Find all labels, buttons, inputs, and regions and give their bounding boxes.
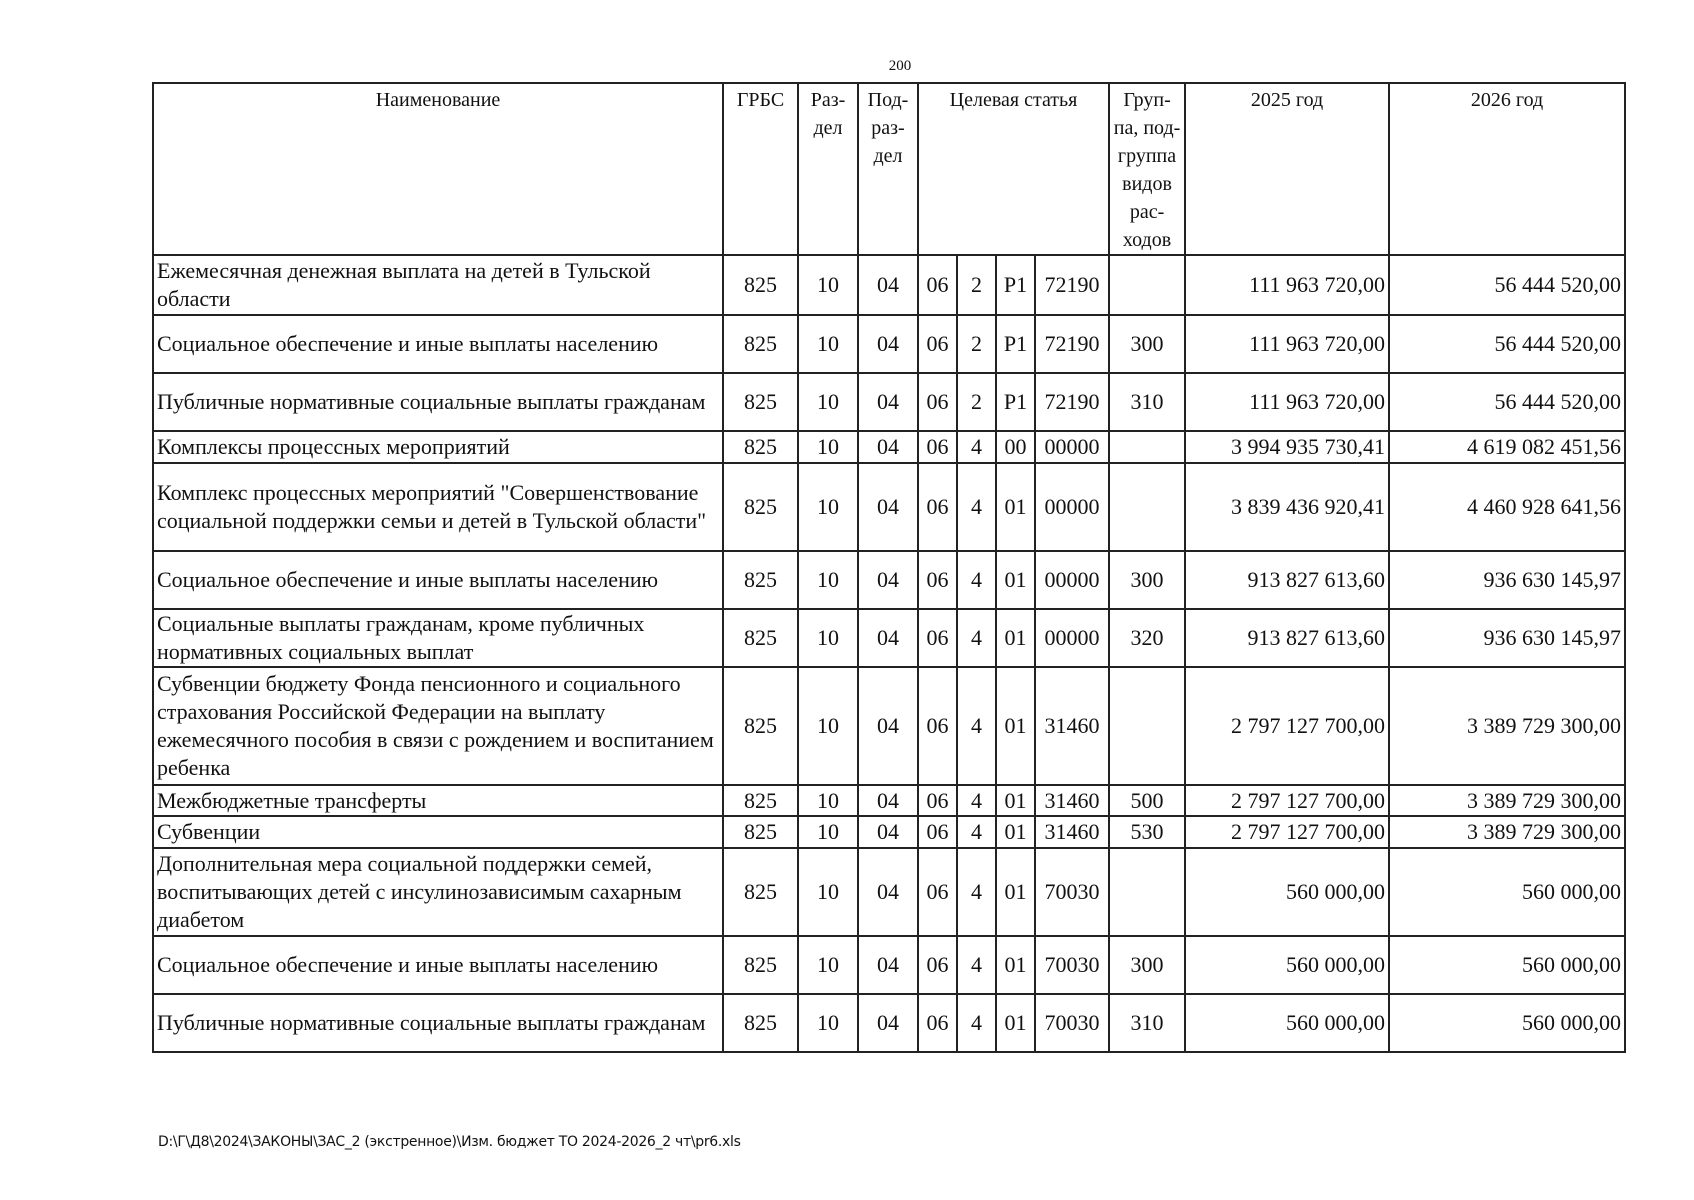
row-v2026: 56 444 520,00 [1389, 373, 1625, 431]
header-razdel: Раз- дел [798, 83, 858, 255]
row-razdel: 10 [798, 463, 858, 551]
row-razdel: 10 [798, 255, 858, 315]
row-t2: 4 [957, 667, 996, 785]
row-t3: 01 [996, 936, 1035, 994]
row-t3: 01 [996, 994, 1035, 1052]
row-name: Публичные нормативные социальные выплаты гражданам [153, 994, 723, 1052]
row-podrazdel: 04 [858, 315, 918, 373]
row-t3: 00 [996, 431, 1035, 463]
row-razdel: 10 [798, 609, 858, 667]
row-group [1109, 431, 1185, 463]
row-name: Ежемесячная денежная выплата на детей в Тульской области [153, 255, 723, 315]
row-t4: 00000 [1035, 551, 1109, 609]
row-t3: 01 [996, 816, 1035, 848]
row-group: 530 [1109, 816, 1185, 848]
row-razdel: 10 [798, 667, 858, 785]
row-t1: 06 [918, 609, 957, 667]
row-podrazdel: 04 [858, 785, 918, 817]
row-name: Комплексы процессных мероприятий [153, 431, 723, 463]
row-t3: P1 [996, 255, 1035, 315]
row-t4: 00000 [1035, 431, 1109, 463]
row-t4: 31460 [1035, 785, 1109, 817]
row-podrazdel: 04 [858, 551, 918, 609]
row-razdel: 10 [798, 431, 858, 463]
row-t4: 31460 [1035, 816, 1109, 848]
row-v2025: 560 000,00 [1185, 936, 1389, 994]
row-t4: 72190 [1035, 315, 1109, 373]
row-v2026: 4 619 082 451,56 [1389, 431, 1625, 463]
row-grbs: 825 [723, 816, 798, 848]
row-razdel: 10 [798, 936, 858, 994]
row-t2: 4 [957, 609, 996, 667]
row-t2: 4 [957, 848, 996, 936]
row-v2026: 936 630 145,97 [1389, 551, 1625, 609]
row-group: 500 [1109, 785, 1185, 817]
row-name: Социальное обеспечение и иные выплаты населению [153, 551, 723, 609]
table-row [153, 463, 1625, 551]
row-t4: 70030 [1035, 936, 1109, 994]
row-t1: 06 [918, 936, 957, 994]
row-name: Дополнительная мера социальной поддержки семей, воспитывающих детей с инсулинозависимым сахарным диабетом [153, 848, 723, 936]
row-grbs: 825 [723, 373, 798, 431]
row-grbs: 825 [723, 994, 798, 1052]
table-row [153, 816, 1625, 848]
row-t1: 06 [918, 463, 957, 551]
header-name: Наименование [153, 83, 723, 255]
table-row [153, 551, 1625, 609]
row-grbs: 825 [723, 551, 798, 609]
row-t3: 01 [996, 848, 1035, 936]
header-2025: 2025 год [1185, 83, 1389, 255]
row-group: 300 [1109, 315, 1185, 373]
table-row [153, 609, 1625, 667]
row-group [1109, 255, 1185, 315]
row-podrazdel: 04 [858, 373, 918, 431]
row-name: Комплекс процессных мероприятий "Совершенствование социальной поддержки семьи и детей в Тульской области" [153, 463, 723, 551]
row-t3: 01 [996, 667, 1035, 785]
table-row [153, 315, 1625, 373]
row-t1: 06 [918, 431, 957, 463]
table-row [153, 848, 1625, 936]
row-razdel: 10 [798, 816, 858, 848]
file-path-footer: D:\Г\Д8\2024\ЗАКОНЫ\ЗАС_2 (экстренное)\Изм. бюджет ТО 2024-2026_2 чт\pr6.xls [158, 1134, 741, 1150]
header-podrazdel: Под- раз- дел [858, 83, 918, 255]
row-v2025: 3 994 935 730,41 [1185, 431, 1389, 463]
row-t4: 72190 [1035, 373, 1109, 431]
page-number: 200 [888, 58, 912, 74]
row-podrazdel: 04 [858, 463, 918, 551]
row-name: Социальное обеспечение и иные выплаты населению [153, 315, 723, 373]
header-grbs: ГРБС [723, 83, 798, 255]
row-t2: 4 [957, 994, 996, 1052]
row-grbs: 825 [723, 463, 798, 551]
row-name: Субвенции бюджету Фонда пенсионного и социального страхования Российской Федерации на выплату ежемесячного пособия в связи с рождением и воспитанием ребенка [153, 667, 723, 785]
row-t2: 4 [957, 431, 996, 463]
row-group [1109, 667, 1185, 785]
row-name: Социальное обеспечение и иные выплаты населению [153, 936, 723, 994]
row-t1: 06 [918, 816, 957, 848]
row-t3: 01 [996, 609, 1035, 667]
table-row [153, 994, 1625, 1052]
row-v2025: 913 827 613,60 [1185, 609, 1389, 667]
row-t2: 4 [957, 816, 996, 848]
row-grbs: 825 [723, 255, 798, 315]
row-t4: 70030 [1035, 994, 1109, 1052]
row-v2026: 4 460 928 641,56 [1389, 463, 1625, 551]
table-body [153, 255, 1625, 1052]
row-t2: 4 [957, 936, 996, 994]
row-grbs: 825 [723, 609, 798, 667]
row-grbs: 825 [723, 667, 798, 785]
row-podrazdel: 04 [858, 936, 918, 994]
row-podrazdel: 04 [858, 609, 918, 667]
row-t4: 72190 [1035, 255, 1109, 315]
row-v2025: 2 797 127 700,00 [1185, 785, 1389, 817]
row-v2026: 3 389 729 300,00 [1389, 816, 1625, 848]
row-v2026: 936 630 145,97 [1389, 609, 1625, 667]
row-t1: 06 [918, 315, 957, 373]
row-t1: 06 [918, 994, 957, 1052]
row-v2026: 56 444 520,00 [1389, 255, 1625, 315]
row-v2025: 560 000,00 [1185, 848, 1389, 936]
row-t2: 4 [957, 785, 996, 817]
row-grbs: 825 [723, 315, 798, 373]
row-group: 320 [1109, 609, 1185, 667]
row-t4: 70030 [1035, 848, 1109, 936]
row-t2: 2 [957, 373, 996, 431]
row-t1: 06 [918, 255, 957, 315]
row-group [1109, 848, 1185, 936]
row-name: Публичные нормативные социальные выплаты гражданам [153, 373, 723, 431]
row-name: Межбюджетные трансферты [153, 785, 723, 817]
row-t2: 4 [957, 463, 996, 551]
row-podrazdel: 04 [858, 816, 918, 848]
row-v2026: 560 000,00 [1389, 936, 1625, 994]
row-razdel: 10 [798, 373, 858, 431]
row-t3: 01 [996, 551, 1035, 609]
row-razdel: 10 [798, 994, 858, 1052]
header-group: Груп- па, под- группа видов рас- ходов [1109, 83, 1185, 255]
row-t4: 00000 [1035, 463, 1109, 551]
row-t3: 01 [996, 463, 1035, 551]
row-podrazdel: 04 [858, 994, 918, 1052]
row-group: 310 [1109, 994, 1185, 1052]
row-v2025: 560 000,00 [1185, 994, 1389, 1052]
row-podrazdel: 04 [858, 848, 918, 936]
row-group [1109, 463, 1185, 551]
row-razdel: 10 [798, 785, 858, 817]
table-row [153, 255, 1625, 315]
row-v2025: 913 827 613,60 [1185, 551, 1389, 609]
row-v2025: 111 963 720,00 [1185, 373, 1389, 431]
row-name: Субвенции [153, 816, 723, 848]
row-v2025: 3 839 436 920,41 [1185, 463, 1389, 551]
row-v2026: 3 389 729 300,00 [1389, 785, 1625, 817]
row-v2026: 560 000,00 [1389, 848, 1625, 936]
row-t1: 06 [918, 667, 957, 785]
row-t4: 00000 [1035, 609, 1109, 667]
table-row [153, 785, 1625, 817]
row-t2: 4 [957, 551, 996, 609]
row-t3: P1 [996, 373, 1035, 431]
row-t2: 2 [957, 315, 996, 373]
row-group: 300 [1109, 551, 1185, 609]
row-grbs: 825 [723, 431, 798, 463]
budget-table [152, 82, 1626, 1053]
row-podrazdel: 04 [858, 667, 918, 785]
row-t1: 06 [918, 785, 957, 817]
row-group: 300 [1109, 936, 1185, 994]
row-group: 310 [1109, 373, 1185, 431]
header-2026: 2026 год [1389, 83, 1625, 255]
row-v2026: 3 389 729 300,00 [1389, 667, 1625, 785]
row-razdel: 10 [798, 551, 858, 609]
row-podrazdel: 04 [858, 255, 918, 315]
row-t1: 06 [918, 373, 957, 431]
row-t4: 31460 [1035, 667, 1109, 785]
row-t2: 2 [957, 255, 996, 315]
row-t1: 06 [918, 848, 957, 936]
row-v2025: 111 963 720,00 [1185, 255, 1389, 315]
row-v2026: 560 000,00 [1389, 994, 1625, 1052]
row-v2025: 111 963 720,00 [1185, 315, 1389, 373]
row-razdel: 10 [798, 315, 858, 373]
row-grbs: 825 [723, 848, 798, 936]
row-t1: 06 [918, 551, 957, 609]
header-target: Целевая статья [918, 83, 1109, 255]
row-podrazdel: 04 [858, 431, 918, 463]
row-v2025: 2 797 127 700,00 [1185, 667, 1389, 785]
table-row [153, 373, 1625, 431]
table-row [153, 667, 1625, 785]
row-t3: P1 [996, 315, 1035, 373]
row-grbs: 825 [723, 936, 798, 994]
table-row [153, 431, 1625, 463]
row-v2025: 2 797 127 700,00 [1185, 816, 1389, 848]
row-t3: 01 [996, 785, 1035, 817]
row-name: Социальные выплаты гражданам, кроме публичных нормативных социальных выплат [153, 609, 723, 667]
row-v2026: 56 444 520,00 [1389, 315, 1625, 373]
row-razdel: 10 [798, 848, 858, 936]
row-grbs: 825 [723, 785, 798, 817]
table-header-row [153, 83, 1625, 255]
table-row [153, 936, 1625, 994]
